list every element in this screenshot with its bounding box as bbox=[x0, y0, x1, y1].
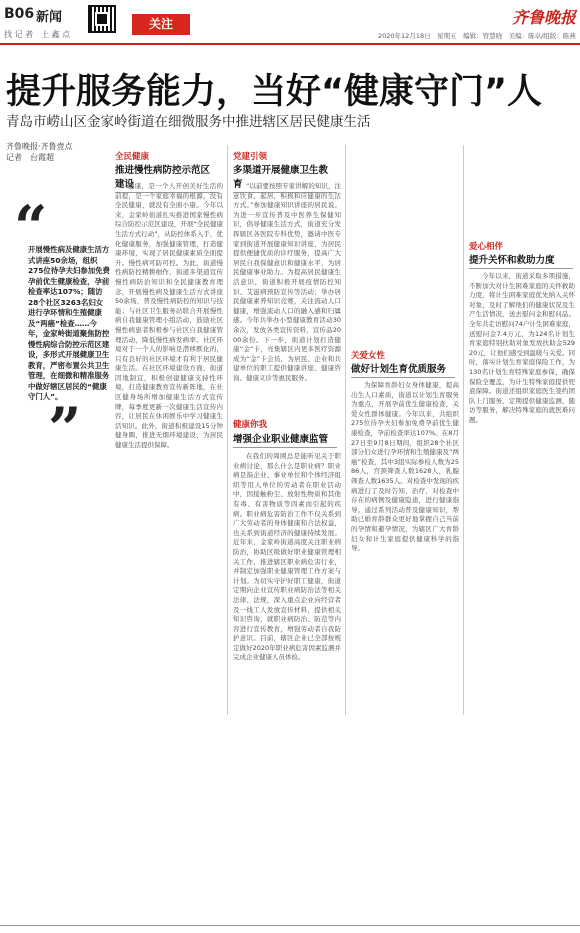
section-5-body: 今年以来，街道采取多项措施，不断加大对计生困难家庭的关怀救助力度，将计生困难家庭优先纳入关怀对象，及时了解他们的健康状况及生产生活情况，送去慰问金和慰问品。全年共走访慰问74户计生困难家庭，送慰问金7.4万元，为124名计划生育家庭特别扶助对象发放扶助金52920元，让他们感受到温暖与关爱。同时，落实计划生育家庭保险工作，为130名计划生育特殊家庭参保，确保保险全覆盖，为计生特殊家庭提供兜底保障。街道还组织家庭医生签约团队上门服务，定期提供健康监测、随访等服务，解决特殊家庭的就医难问题。 bbox=[469, 272, 575, 424]
section-1-kicker: 全民健康 bbox=[115, 152, 150, 162]
section-4-title: 做好计划生育优质服务 bbox=[351, 361, 455, 378]
column-rule bbox=[463, 145, 464, 715]
close-quote-mark: ” bbox=[48, 395, 82, 463]
section-3-body-continued bbox=[351, 145, 459, 340]
headline: 提升服务能力，当好“健康守门”人 bbox=[6, 72, 543, 112]
byline-top: 找 记 者 上 鑫 点 bbox=[4, 30, 71, 39]
open-quote-mark: “ bbox=[14, 193, 48, 261]
page-number: B06 bbox=[4, 6, 35, 22]
section-3-kicker: 健康你我 bbox=[233, 420, 268, 430]
newspaper-logo: 齐鲁晚报 bbox=[512, 8, 577, 27]
section-4-kicker: 关爱女性 bbox=[351, 351, 386, 361]
section-5-title: 提升关怀和救助力度 bbox=[469, 252, 573, 269]
section-2-kicker: 党建引领 bbox=[233, 152, 268, 162]
section-3-body-a: 在我们的周围总是能听见关于职业病讨论，那么什么是职业病？职业病是指企业、事业单位和个体经济组织等用人单位的劳动者在职业活动中，因接触粉尘、放射性物质和其他有毒、有害物质等因素而引起的疾病。职业病危害防治工作不仅关系到广大劳动者的身体健康和合法权益，也关系到街道经济的健康持续发展。近年来，金家岭街道高度关注职业病防治，协助区级做好职业健康管理相关工作，推进辖区职业病危害行业，并制定加强职业健康管理工作方案与计划。为切实守护好职工健康，街道定期向企业宣传职业病防治法等相关法律、法规，深入重点企业向经营者及一线工人发放宣传材料，提供相关知识咨询，就职业病防治、防范等内容进行宣传教育，增强劳动者自我防护意识。目前，辖区企业已全部按规定做好2020年职业病危害因素监测并完成企业健康人员体检。 bbox=[233, 452, 341, 662]
section-4-body-continued bbox=[469, 145, 575, 240]
qr-code-icon bbox=[88, 5, 116, 33]
credit-reporter: 记者 台霞超 bbox=[6, 153, 54, 162]
section-2-body: “以前要按照专家讲解的知识，注意饮食、起居，积极和应健康的生活方式。”参加健康知识讲座的居民说。为进一步宣传普及中医养生保健知识，倡导健康生活方式，街道充分发挥辖区各医院专科优势，邀请中医专家到街道开展健康知识讲座，为居民提供便捷优质的诊疗服务，提高广大居民自我保健意识和健康水平，为居民健康事业助力。为提高居民健康生活意识，街道积极开展疫情防控知识、艾滋病预防宣传等活动；举办居民健康素养知识竞赛，关注流动人口健康，增强流动人口的融入感和归属感。今年共举办小型健康教育活动30余次，发放各类宣传资料，宣传品2000余份。下一步，街道计划打造健康“金”卡，亮集辖区内更多医疗资源成为“金”卡会员，为居民、企业和共建单位的职工提供健康讲座、健康咨询、健康义诊等惠民服务。 bbox=[233, 182, 341, 382]
section-5-kicker: 爱心相伴 bbox=[469, 242, 504, 252]
section-4-body: 为保障育龄妇女身体健康，提高出生人口素质，街道以计划生育服务为重点，开展孕前优生健康检查，关爱女性群体健康。今年以来，共组织275位待孕夫妇参加免费孕前优生健康检查，孕前检查率达107%。在8月27日至9月8日期间，组织28个社区部分妇女进行孕环情和生殖健康及“两癌”检查，其中3组实际参检人数为2586人，宫颈筛查人数1628人，乳腺筛查人数1635人。对检查中发现的疾病进行了及时告知、治疗，对检查中存在的病例及健康隐患，进行健康指导。通过系列活动普及健康知识，帮助已婚育龄群众更好地掌握自己当前的孕情和避孕情况，为辖区广大育龄妇女和计生家庭提供健康科学的指导。 bbox=[351, 381, 459, 553]
column-rule bbox=[345, 145, 346, 715]
column-rule bbox=[227, 145, 228, 715]
section-1-body: 健康，是一个人开创美好生活的前提，是一个家庭幸福的根源，没有全民健康，就没有全面小康。今年以来，金家岭街道扎实推进国家慢性病综合防控示范区建设，开展“全民健康生活方式行动”，从防控体系入手，优化健康服务，加强健康管理，打造健康环境，实现了居民健康素质全面提升。慢性病可防可控。为此，街道慢性病防控精耕细作，街道多渠道宣传慢性病防治知识和全民健康教育理念，开展慢性病及健康生活方式讲座50余场，普及慢性病防控的知识与技能；与社区卫生服务站联合开展慢性病自我健康管理小组活动，鼓励社区慢性病患者积极参与社区自我健康管理活动，降低慢性病发病率。社区环境对于一个人的影响是潜移默化的，只有良好的社区环境才有利于居民健康生活。在社区环境建设方面，街道因地制宜，积极创建健康支持性环境，打造健康教育宣传新阵地，在社区健身场所增加健康生活方式宣传牌，每季度更新一次健康生活宣传内容，让居民在休闲娱乐中学习健康生活知识。此外，街道积极建设15分钟健身圈，推进无烟环境建设，为居民健康生活提供保障。 bbox=[115, 182, 223, 450]
section-2-title: 多渠道开展健康卫生教育 bbox=[233, 162, 337, 193]
section-1-title: 推进慢性病防控示范区建设 bbox=[115, 162, 219, 193]
section-3-title: 增强企业职业健康监管 bbox=[233, 431, 337, 448]
section-name: 新闻 bbox=[36, 10, 63, 25]
dateline: 2020年12月18日 星期五 编辑：管慧晓 美编：陈卓/组版：陈燕 bbox=[378, 32, 576, 40]
credit-outlet: 齐鲁晚报·齐鲁壹点 bbox=[6, 142, 73, 151]
lead-paragraph: 开展慢性病及健康生活方式讲座50余场，组织275位待孕夫妇参加免费孕前优生健康检查，孕前检查率达107%；随访28个社区3263名妇女进行孕环情和生殖健康及“两癌”检查……今年，金家岭街道聚焦防控慢性病综合防控示范区建设，多形式开展健康卫生教育，严密布置公共卫生管理，在细微和精准服务中做好辖区居民的“健康守门人”。 bbox=[28, 245, 110, 401]
footer-rule bbox=[0, 925, 580, 926]
subhead: 青岛市崂山区金家岭街道在细微服务中推进辖区居民健康生活 bbox=[6, 114, 371, 130]
header-divider bbox=[0, 43, 580, 45]
article-credit bbox=[6, 141, 73, 163]
section-badge: 关注 bbox=[132, 14, 190, 35]
